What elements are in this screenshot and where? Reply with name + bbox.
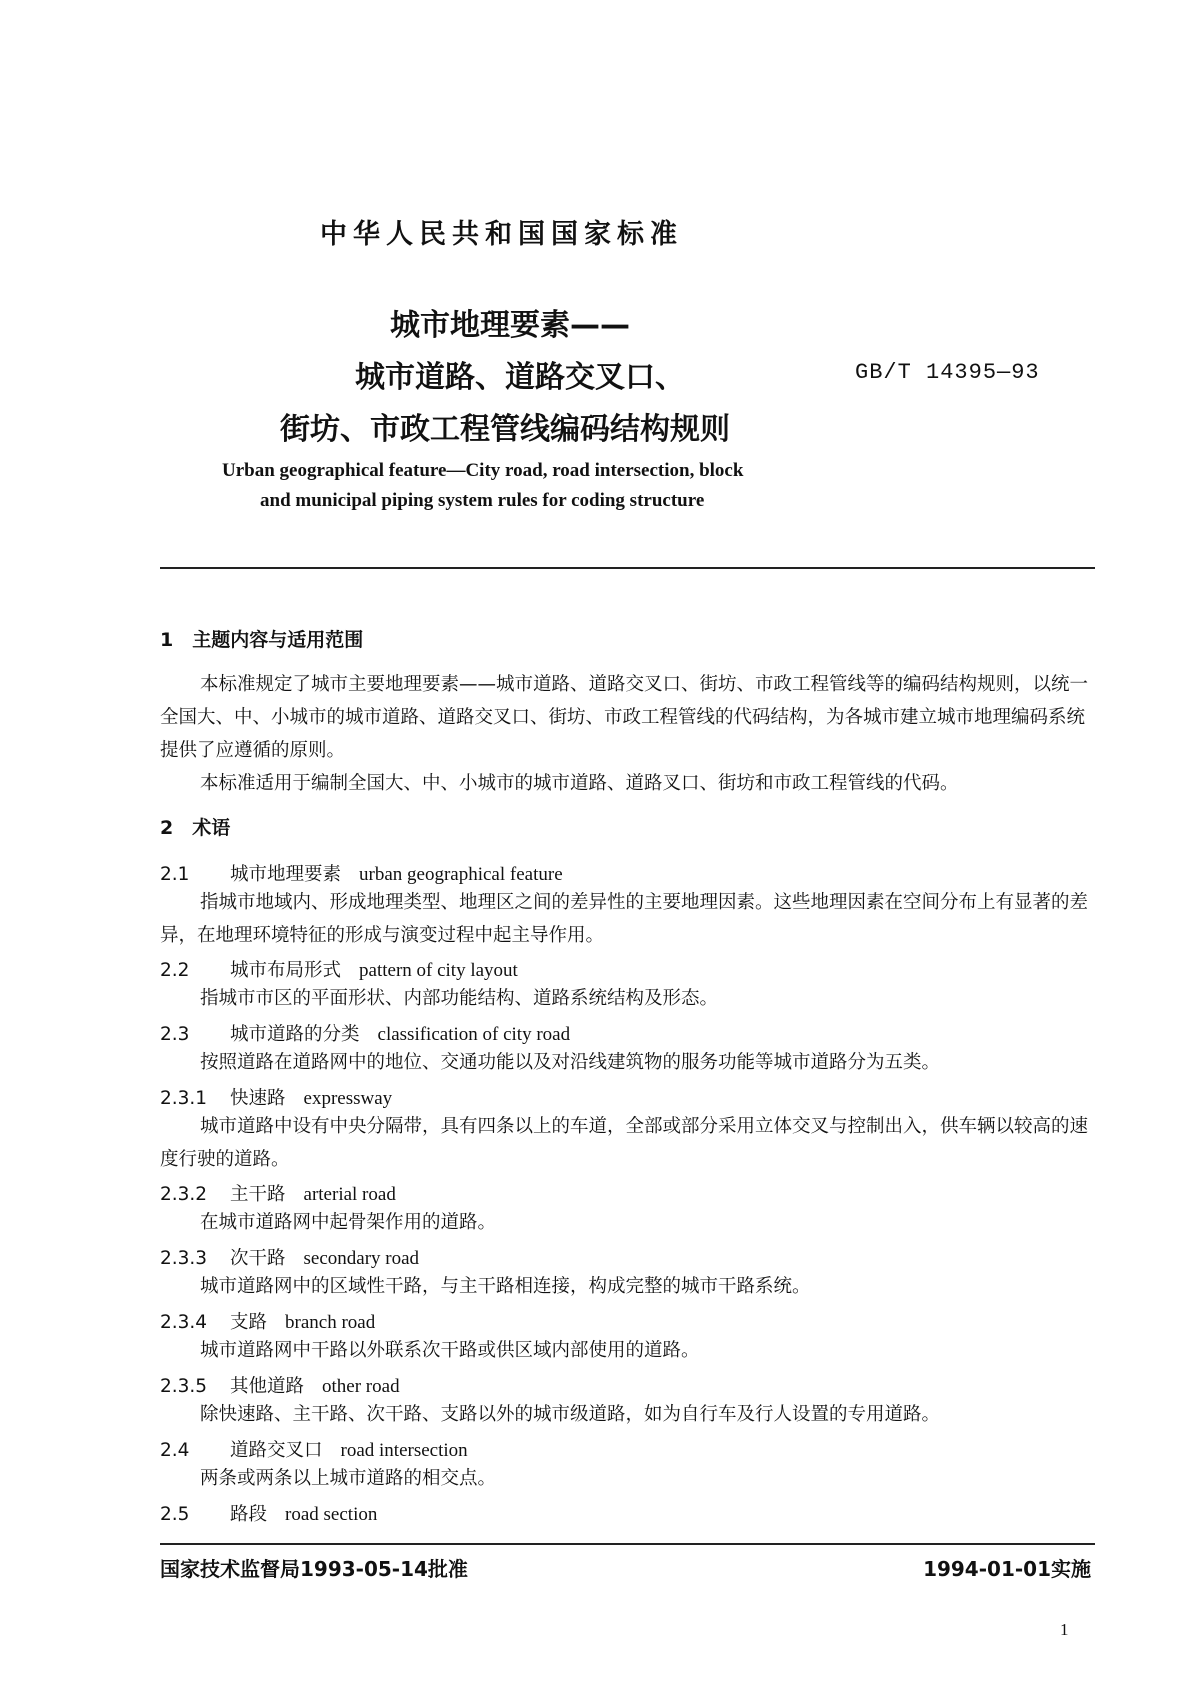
term-en: expressway (303, 1088, 393, 1109)
term-2-3-5-definition: 除快速路、主干路、次干路、支路以外的城市级道路，如为自行车及行人设置的专用道路。 (200, 1404, 941, 1425)
term-2-1-definition: 指城市地域内、形成地理类型、地理区之间的差异性的主要地理因素。这些地理因素在空间分布上有显著的差异，在地理环境特征的形成与演变过程中起主导作用。 (160, 892, 1089, 946)
term-2-3-5 (160, 1372, 400, 1398)
term-en: branch road (285, 1312, 376, 1333)
term-number: 2.3 (160, 1024, 190, 1045)
effective-date: 1994-01-01实施 (923, 1557, 1091, 1581)
term-number: 2.3.4 (160, 1312, 208, 1333)
term-number: 2.1 (160, 864, 190, 885)
section-1-heading: 1 主题内容与适用范围 (160, 629, 364, 651)
term-en: secondary road (303, 1248, 420, 1269)
term-zh: 城市道路的分类 (230, 1024, 360, 1045)
term-en: arterial road (303, 1184, 396, 1205)
term-2-4-definition: 两条或两条以上城市道路的相交点。 (200, 1468, 497, 1489)
english-title-line-2: and municipal piping system rules for coding structure (260, 490, 705, 511)
page-number: 1 (1060, 1620, 1069, 1639)
section-2-heading: 2 术语 (160, 817, 231, 839)
term-2-3-2 (160, 1180, 396, 1206)
term-zh: 路段 (230, 1504, 268, 1525)
term-en: classification of city road (377, 1024, 571, 1045)
term-zh: 城市地理要素 (230, 864, 342, 885)
term-number: 2.3.1 (160, 1088, 208, 1109)
term-number: 2.3.3 (160, 1248, 208, 1269)
term-2-3-3-definition: 城市道路网中的区域性干路，与主干路相连接，构成完整的城市干路系统。 (200, 1276, 811, 1297)
title-line-2: 城市道路、道路交叉口、 (355, 360, 685, 395)
term-2-5 (160, 1500, 377, 1526)
term-number: 2.4 (160, 1440, 190, 1461)
term-en: other road (322, 1376, 400, 1397)
header-divider (160, 567, 1095, 569)
term-number: 2.2 (160, 960, 190, 981)
term-zh: 快速路 (230, 1088, 286, 1109)
english-title-line-1: Urban geographical feature—City road, road intersection, block (222, 460, 744, 481)
term-2-3 (160, 1020, 570, 1046)
term-number: 2.3.2 (160, 1184, 208, 1205)
term-zh: 次干路 (230, 1248, 286, 1269)
term-2-4 (160, 1436, 468, 1462)
term-zh: 主干路 (230, 1184, 286, 1205)
term-en: road section (285, 1504, 378, 1525)
term-zh: 城市布局形式 (230, 960, 342, 981)
term-en: road intersection (340, 1440, 468, 1461)
term-en: pattern of city layout (359, 960, 518, 981)
term-2-3-4 (160, 1308, 375, 1334)
section-1-paragraph-1: 本标准规定了城市主要地理要素——城市道路、道路交叉口、街坊、市政工程管线等的编码结构规则，以统一全国大、中、小城市的城市道路、道路交叉口、街坊、市政工程管线的代码结构，为各城市建立城市地理编码系统提供了应遵循的原则。 (160, 674, 1089, 761)
title-line-3: 街坊、市政工程管线编码结构规则 (280, 412, 730, 447)
footer-divider (160, 1543, 1095, 1545)
term-number: 2.5 (160, 1504, 190, 1525)
term-2-3-1-definition: 城市道路中设有中央分隔带，具有四条以上的车道，全部或部分采用立体交叉与控制出入，供车辆以较高的速度行驶的道路。 (160, 1116, 1089, 1170)
term-zh: 支路 (230, 1312, 268, 1333)
term-2-3-3 (160, 1244, 419, 1270)
term-2-1 (160, 860, 563, 886)
term-2-3-2-definition: 在城市道路网中起骨架作用的道路。 (200, 1212, 497, 1233)
term-2-3-definition: 按照道路在道路网中的地位、交通功能以及对沿线建筑物的服务功能等城市道路分为五类。 (200, 1052, 941, 1073)
standard-number: GB/T 14395—93 (855, 360, 1040, 385)
approval-date: 国家技术监督局1993-05-14批准 (160, 1557, 468, 1581)
national-standard-heading: 中华人民共和国国家标准 (320, 219, 683, 250)
term-2-3-4-definition: 城市道路网中干路以外联系次干路或供区域内部使用的道路。 (200, 1340, 700, 1361)
term-2-2 (160, 956, 518, 982)
term-zh: 道路交叉口 (230, 1440, 323, 1461)
term-number: 2.3.5 (160, 1376, 208, 1397)
term-en: urban geographical feature (359, 864, 563, 885)
section-1-paragraph-2: 本标准适用于编制全国大、中、小城市的城市道路、道路叉口、街坊和市政工程管线的代码。 (200, 773, 959, 794)
term-zh: 其他道路 (230, 1376, 305, 1397)
term-2-2-definition: 指城市市区的平面形状、内部功能结构、道路系统结构及形态。 (200, 988, 719, 1009)
term-2-3-1 (160, 1084, 392, 1110)
title-line-1: 城市地理要素—— (390, 308, 630, 343)
